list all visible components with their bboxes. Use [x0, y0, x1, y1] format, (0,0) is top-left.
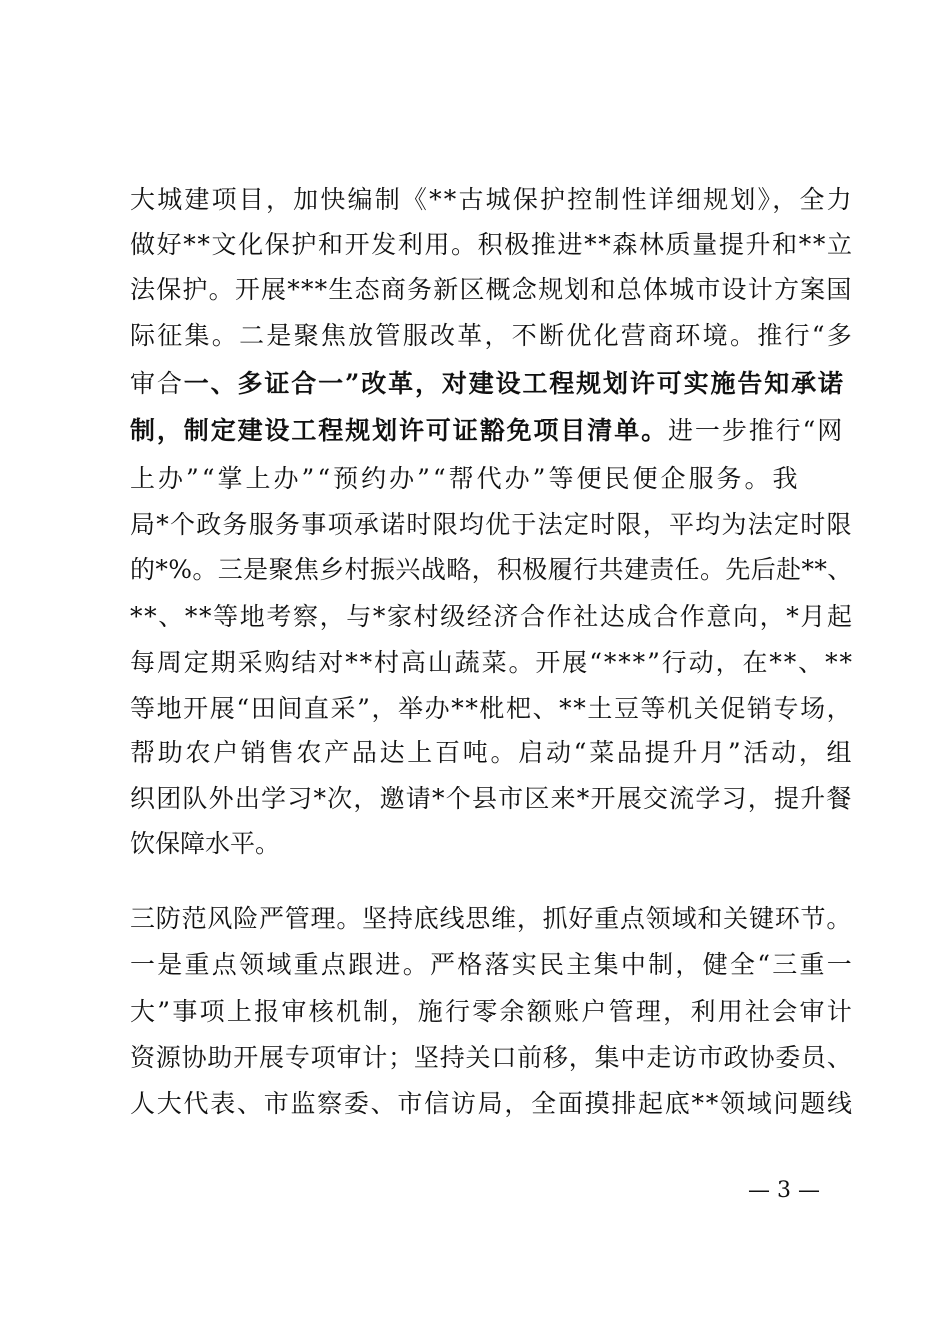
text-line: 际征集。二是聚焦放管服改革，不断优化营商环境。推行“多 [130, 321, 855, 350]
text-line: 资源协助开展专项审计；坚持关口前移，集中走访市政协委员、 [130, 1043, 853, 1072]
text-line: 的*%。三是聚焦乡村振兴战略，积极履行共建责任。先后赴**、 [130, 555, 853, 584]
text-line: 等地开展“田间直采”，举办**枇杷、**土豆等机关促销专场， [130, 694, 854, 723]
text-line: 一是重点领域重点跟进。严格落实民主集中制，健全“三重一 [130, 950, 855, 979]
text-line: 法保护。开展***生态商务新区概念规划和总体城市设计方案国 [130, 275, 853, 304]
text-line: 大城建项目，加快编制《**古城保护控制性详细规划》，全力 [130, 185, 854, 214]
text-line: 帮助农户销售农产品达上百吨。启动“菜品提升月”活动，组 [130, 738, 855, 767]
text-line [130, 361, 845, 407]
text-line: 人大代表、市监察委、市信访局，全面摸排起底**领域问题线 [130, 1089, 854, 1118]
text-line: 上办”“掌上办”“预约办”“帮代办”等便民便企服务。我 [130, 464, 801, 493]
bold-text-run: 制，制定建设工程规划许可证豁免项目清单。 [130, 416, 669, 445]
text-line: 每周定期采购结对**村高山蔬菜。开展“***”行动，在**、** [130, 648, 854, 677]
page-number: — 3 — [748, 1178, 820, 1203]
text-line: 饮保障水平。 [130, 829, 281, 858]
bold-text-run: 一、多证合一”改革，对建设工程规划许可实施告知承诺 [183, 369, 845, 398]
text-line: 三防范风险严管理。坚持底线思维，抓好重点领域和关键环节。 [130, 904, 853, 933]
text-line: 局*个政务服务事项承诺时限均优于法定时限，平均为法定时限 [130, 510, 853, 539]
text-line: 织团队外出学习*次，邀请*个县市区来*开展交流学习，提升餐 [130, 784, 853, 813]
text-line: 大”事项上报审核机制，施行零余额账户管理，利用社会审计 [130, 997, 855, 1026]
text-line: 做好**文化保护和开发利用。积极推进**森林质量提升和**立 [130, 230, 854, 259]
text-run: 审合 [130, 369, 184, 398]
text-line: **、**等地考察，与*家村级经济合作社达成合作意向，*月起 [130, 602, 854, 631]
text-line [130, 408, 844, 454]
text-run: 进一步推行“网 [668, 416, 845, 445]
